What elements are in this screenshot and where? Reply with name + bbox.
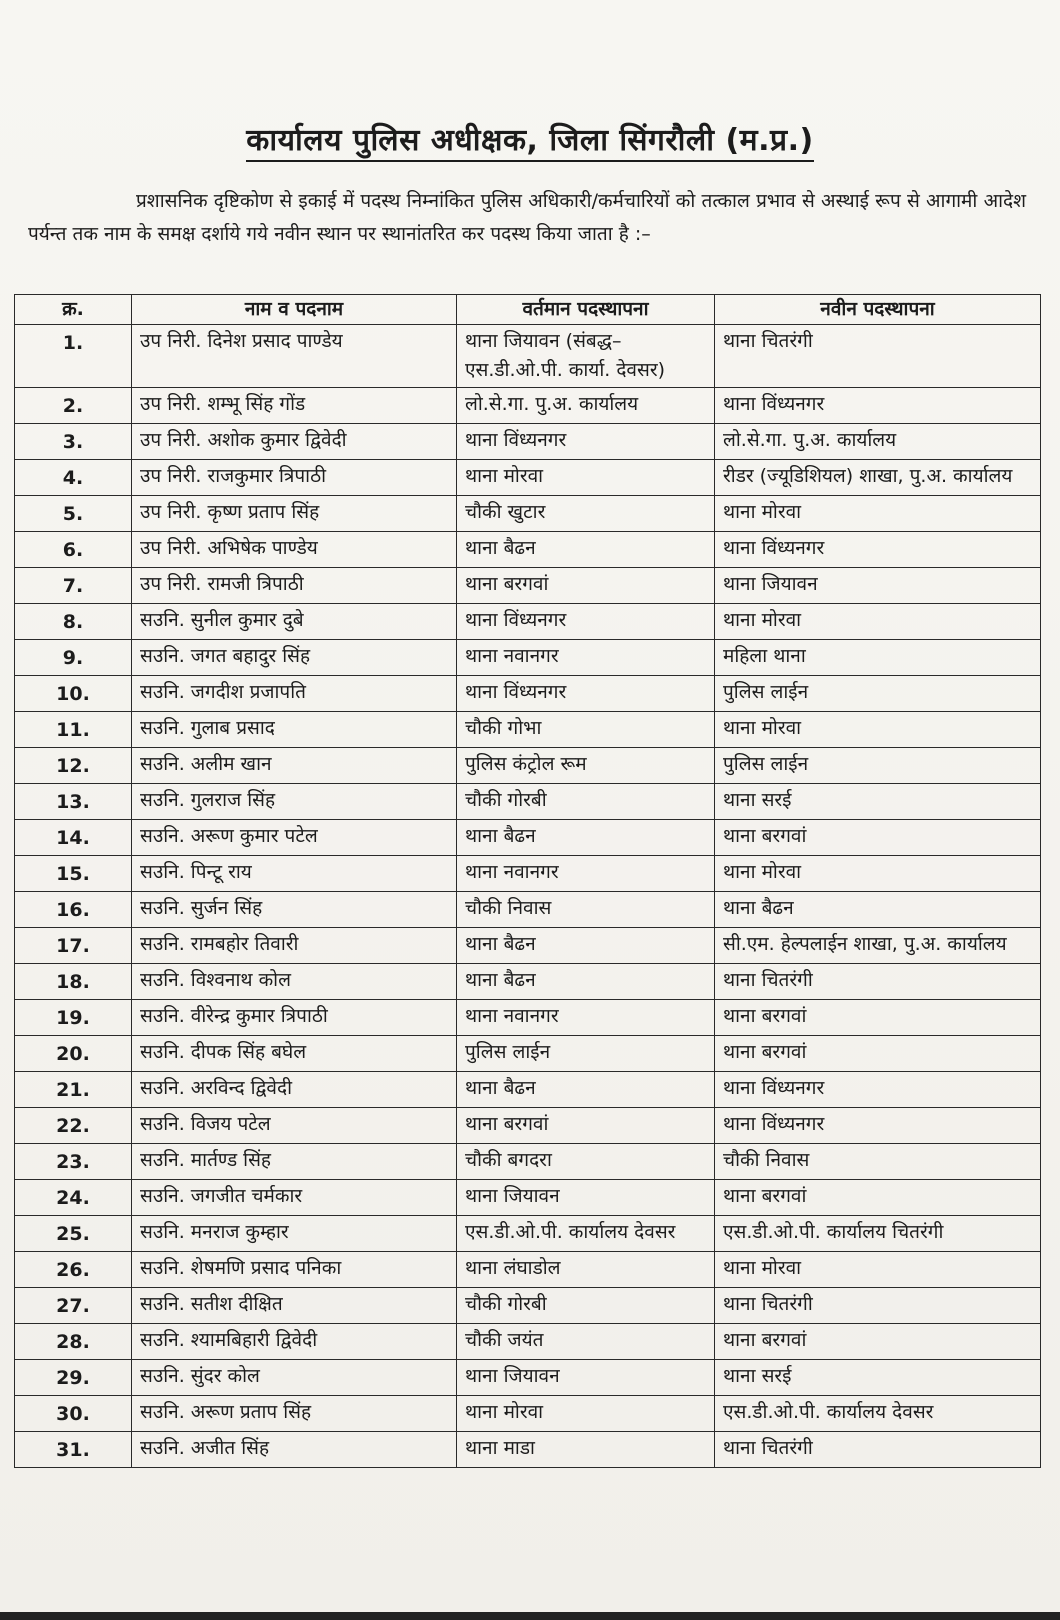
name-cell: सउनि. विश्वनाथ कोल	[132, 964, 457, 1000]
current-posting-cell: थाना बैढन	[457, 928, 715, 964]
office-title	[0, 118, 1060, 159]
table-row	[15, 496, 1041, 532]
table-row	[15, 1324, 1041, 1360]
serial-cell: 25.	[15, 1216, 132, 1252]
name-cell: सउनि. जगजीत चर्मकार	[132, 1180, 457, 1216]
new-posting-cell: थाना विंध्यनगर	[715, 1072, 1041, 1108]
current-posting-cell: चौकी गोरबी	[457, 1288, 715, 1324]
current-posting-cell: थाना नवानगर	[457, 856, 715, 892]
table-row	[15, 604, 1041, 640]
table-row	[15, 388, 1041, 424]
office-title-text: कार्यालय पुलिस अधीक्षक, जिला सिंगरौली (म.प्र.)	[246, 123, 813, 162]
new-posting-cell: महिला थाना	[715, 640, 1041, 676]
new-posting-cell: थाना विंध्यनगर	[715, 1108, 1041, 1144]
name-cell: सउनि. सुर्जन सिंह	[132, 892, 457, 928]
header-new-posting: नवीन पदस्थापना	[715, 295, 1041, 325]
serial-cell: 4.	[15, 460, 132, 496]
name-cell: सउनि. विजय पटेल	[132, 1108, 457, 1144]
table-row	[15, 424, 1041, 460]
table-row	[15, 820, 1041, 856]
name-cell: सउनि. जगदीश प्रजापति	[132, 676, 457, 712]
serial-cell: 1.	[15, 325, 132, 388]
current-posting-cell: थाना बैढन	[457, 1072, 715, 1108]
current-posting-cell: थाना बैढन	[457, 820, 715, 856]
serial-cell: 20.	[15, 1036, 132, 1072]
order-intro-paragraph: प्रशासनिक दृष्टिकोण से इकाई में पदस्थ निम्नांकित पुलिस अधिकारी/कर्मचारियों को तत्काल प्रभाव से अस्थाई रूप से आगामी आदेश पर्यन्त तक नाम के समक्ष दर्शाये गये नवीन स्थान पर स्थानांतरित कर पदस्थ किया जाता है :–	[28, 190, 1026, 245]
current-posting-cell: चौकी खुटार	[457, 496, 715, 532]
table-row	[15, 964, 1041, 1000]
current-posting-cell: थाना माडा	[457, 1432, 715, 1468]
serial-cell: 26.	[15, 1252, 132, 1288]
current-posting-cell: थाना विंध्यनगर	[457, 424, 715, 460]
new-posting-cell: एस.डी.ओ.पी. कार्यालय देवसर	[715, 1396, 1041, 1432]
name-cell: सउनि. अरूण प्रताप सिंह	[132, 1396, 457, 1432]
new-posting-cell: थाना मोरवा	[715, 712, 1041, 748]
name-cell: उप निरी. कृष्ण प्रताप सिंह	[132, 496, 457, 532]
new-posting-cell: पुलिस लाईन	[715, 748, 1041, 784]
name-cell: उप निरी. शम्भू सिंह गोंड	[132, 388, 457, 424]
new-posting-cell: थाना बरगवां	[715, 1180, 1041, 1216]
serial-cell: 17.	[15, 928, 132, 964]
name-cell: सउनि. मार्तण्ड सिंह	[132, 1144, 457, 1180]
table-row	[15, 748, 1041, 784]
table-row	[15, 676, 1041, 712]
table-row	[15, 856, 1041, 892]
new-posting-cell: थाना सरई	[715, 784, 1041, 820]
serial-cell: 29.	[15, 1360, 132, 1396]
table-row	[15, 1036, 1041, 1072]
name-cell: सउनि. अजीत सिंह	[132, 1432, 457, 1468]
current-posting-cell: चौकी गोभा	[457, 712, 715, 748]
name-cell: उप निरी. राजकुमार त्रिपाठी	[132, 460, 457, 496]
new-posting-cell: थाना बरगवां	[715, 1000, 1041, 1036]
table-row	[15, 568, 1041, 604]
current-posting-cell: थाना जियावन	[457, 1360, 715, 1396]
name-cell: सउनि. अरूण कुमार पटेल	[132, 820, 457, 856]
table-row	[15, 1432, 1041, 1468]
table-row	[15, 1180, 1041, 1216]
new-posting-cell: रीडर (ज्यूडिशियल) शाखा, पु.अ. कार्यालय	[715, 460, 1041, 496]
table-row	[15, 928, 1041, 964]
name-cell: सउनि. सुंदर कोल	[132, 1360, 457, 1396]
serial-cell: 9.	[15, 640, 132, 676]
serial-cell: 22.	[15, 1108, 132, 1144]
table-row	[15, 325, 1041, 388]
current-posting-cell: थाना नवानगर	[457, 1000, 715, 1036]
name-cell: सउनि. अलीम खान	[132, 748, 457, 784]
serial-cell: 27.	[15, 1288, 132, 1324]
new-posting-cell: थाना बैढन	[715, 892, 1041, 928]
serial-cell: 3.	[15, 424, 132, 460]
new-posting-cell: थाना चितरंगी	[715, 1432, 1041, 1468]
header-name: नाम व पदनाम	[132, 295, 457, 325]
current-posting-cell: थाना जियावन	[457, 1180, 715, 1216]
name-cell: सउनि. शेषमणि प्रसाद पनिका	[132, 1252, 457, 1288]
table-row	[15, 1216, 1041, 1252]
current-posting-cell: थाना बरगवां	[457, 1108, 715, 1144]
name-cell: उप निरी. अभिषेक पाण्डेय	[132, 532, 457, 568]
new-posting-cell: थाना चितरंगी	[715, 964, 1041, 1000]
current-posting-cell: पुलिस लाईन	[457, 1036, 715, 1072]
table-row	[15, 892, 1041, 928]
name-cell: सउनि. गुलराज सिंह	[132, 784, 457, 820]
serial-cell: 18.	[15, 964, 132, 1000]
new-posting-cell: पुलिस लाईन	[715, 676, 1041, 712]
serial-cell: 31.	[15, 1432, 132, 1468]
new-posting-cell: थाना चितरंगी	[715, 1288, 1041, 1324]
table-row	[15, 532, 1041, 568]
name-cell: सउनि. रामबहोर तिवारी	[132, 928, 457, 964]
table-row	[15, 1000, 1041, 1036]
new-posting-cell: थाना चितरंगी	[715, 325, 1041, 388]
table-row	[15, 1108, 1041, 1144]
current-posting-cell: थाना विंध्यनगर	[457, 676, 715, 712]
current-posting-cell: पुलिस कंट्रोल रूम	[457, 748, 715, 784]
current-posting-cell: चौकी जयंत	[457, 1324, 715, 1360]
name-cell: सउनि. जगत बहादुर सिंह	[132, 640, 457, 676]
new-posting-cell: थाना विंध्यनगर	[715, 532, 1041, 568]
new-posting-cell: थाना जियावन	[715, 568, 1041, 604]
current-posting-cell: थाना बैढन	[457, 964, 715, 1000]
new-posting-cell: थाना विंध्यनगर	[715, 388, 1041, 424]
serial-cell: 10.	[15, 676, 132, 712]
name-cell: सउनि. गुलाब प्रसाद	[132, 712, 457, 748]
new-posting-cell: एस.डी.ओ.पी. कार्यालय चितरंगी	[715, 1216, 1041, 1252]
serial-cell: 24.	[15, 1180, 132, 1216]
serial-cell: 28.	[15, 1324, 132, 1360]
current-posting-cell: थाना मोरवा	[457, 1396, 715, 1432]
serial-cell: 15.	[15, 856, 132, 892]
name-cell: उप निरी. दिनेश प्रसाद पाण्डेय	[132, 325, 457, 388]
name-cell: सउनि. वीरेन्द्र कुमार त्रिपाठी	[132, 1000, 457, 1036]
serial-cell: 19.	[15, 1000, 132, 1036]
new-posting-cell: थाना बरगवां	[715, 1324, 1041, 1360]
current-posting-cell: चौकी निवास	[457, 892, 715, 928]
serial-cell: 14.	[15, 820, 132, 856]
table-row	[15, 460, 1041, 496]
name-cell: सउनि. श्यामबिहारी द्विवेदी	[132, 1324, 457, 1360]
name-cell: सउनि. पिन्टू राय	[132, 856, 457, 892]
serial-cell: 30.	[15, 1396, 132, 1432]
current-posting-cell: थाना लंघाडोल	[457, 1252, 715, 1288]
current-posting-cell: थाना जियावन (संबद्ध–एस.डी.ओ.पी. कार्या. देवसर)	[457, 325, 715, 388]
current-posting-cell: एस.डी.ओ.पी. कार्यालय देवसर	[457, 1216, 715, 1252]
current-posting-cell: थाना मोरवा	[457, 460, 715, 496]
current-posting-cell: थाना बरगवां	[457, 568, 715, 604]
new-posting-cell: थाना मोरवा	[715, 496, 1041, 532]
serial-cell: 13.	[15, 784, 132, 820]
table-row	[15, 1396, 1041, 1432]
name-cell: सउनि. सुनील कुमार दुबे	[132, 604, 457, 640]
header-serial: क्र.	[15, 295, 132, 325]
serial-cell: 21.	[15, 1072, 132, 1108]
name-cell: सउनि. अरविन्द द्विवेदी	[132, 1072, 457, 1108]
new-posting-cell: थाना बरगवां	[715, 820, 1041, 856]
table-row	[15, 712, 1041, 748]
current-posting-cell: लो.से.गा. पु.अ. कार्यालय	[457, 388, 715, 424]
current-posting-cell: थाना नवानगर	[457, 640, 715, 676]
serial-cell: 8.	[15, 604, 132, 640]
name-cell: उप निरी. अशोक कुमार द्विवेदी	[132, 424, 457, 460]
table-header-row	[15, 295, 1041, 325]
serial-cell: 16.	[15, 892, 132, 928]
current-posting-cell: थाना बैढन	[457, 532, 715, 568]
new-posting-cell: थाना मोरवा	[715, 604, 1041, 640]
current-posting-cell: चौकी बगदरा	[457, 1144, 715, 1180]
new-posting-cell: थाना सरई	[715, 1360, 1041, 1396]
serial-cell: 7.	[15, 568, 132, 604]
table-row	[15, 640, 1041, 676]
table-row	[15, 1072, 1041, 1108]
new-posting-cell: थाना मोरवा	[715, 1252, 1041, 1288]
name-cell: सउनि. मनराज कुम्हार	[132, 1216, 457, 1252]
serial-cell: 2.	[15, 388, 132, 424]
transfer-table	[14, 294, 1041, 1468]
new-posting-cell: थाना बरगवां	[715, 1036, 1041, 1072]
table-row	[15, 1144, 1041, 1180]
name-cell: सउनि. सतीश दीक्षित	[132, 1288, 457, 1324]
header-current-posting: वर्तमान पदस्थापना	[457, 295, 715, 325]
table-body	[15, 325, 1041, 1468]
serial-cell: 6.	[15, 532, 132, 568]
serial-cell: 12.	[15, 748, 132, 784]
name-cell: उप निरी. रामजी त्रिपाठी	[132, 568, 457, 604]
name-cell: सउनि. दीपक सिंह बघेल	[132, 1036, 457, 1072]
current-posting-cell: थाना विंध्यनगर	[457, 604, 715, 640]
page-bottom-edge	[0, 1612, 1060, 1620]
table-row	[15, 1288, 1041, 1324]
serial-cell: 23.	[15, 1144, 132, 1180]
serial-cell: 11.	[15, 712, 132, 748]
new-posting-cell: सी.एम. हेल्पलाईन शाखा, पु.अ. कार्यालय	[715, 928, 1041, 964]
table-row	[15, 1360, 1041, 1396]
current-posting-cell: चौकी गोरबी	[457, 784, 715, 820]
new-posting-cell: थाना मोरवा	[715, 856, 1041, 892]
table-row	[15, 1252, 1041, 1288]
new-posting-cell: लो.से.गा. पु.अ. कार्यालय	[715, 424, 1041, 460]
new-posting-cell: चौकी निवास	[715, 1144, 1041, 1180]
table-row	[15, 784, 1041, 820]
serial-cell: 5.	[15, 496, 132, 532]
